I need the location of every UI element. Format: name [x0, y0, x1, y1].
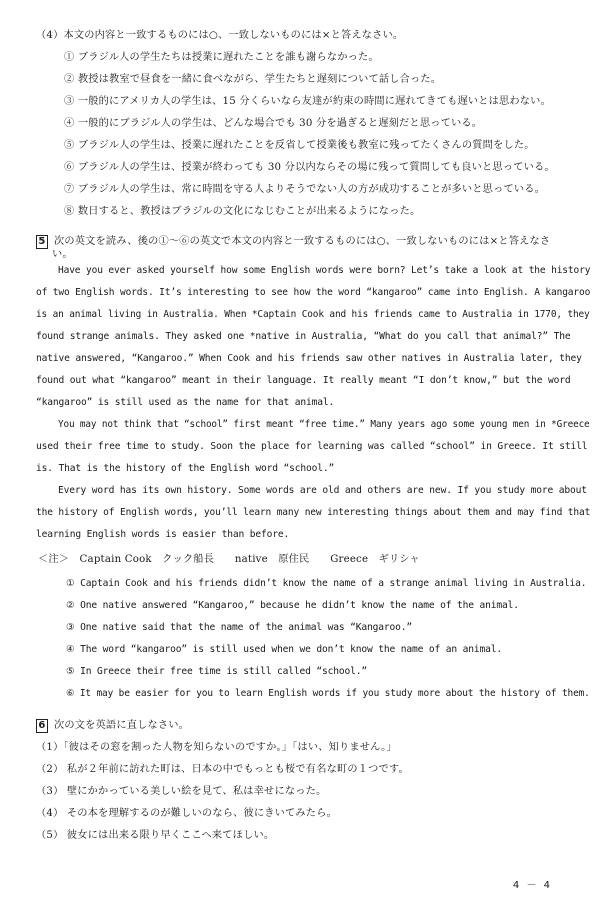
section6-title-text: 次の文を英語に直しなさい。 [54, 720, 190, 731]
q4-item-8: ⑧ 数日すると、教授はブラジルの文化になじむことが出来るようになった。 [64, 206, 421, 217]
q4-heading: （4）本文の内容と一致するものには○、一致しないものには×と答えなさい。 [36, 30, 404, 41]
translation-item-4: （4） その本を理解するのが難しいのなら、彼にきいてみたら。 [36, 808, 337, 819]
passage-line-3: is an animal living in Australia. When *Captain Cook and his friends came to Australia in 1770, they [36, 309, 590, 320]
passage-line-1: Have you ever asked yourself how some English words were born? Let’s take a look at the history [58, 265, 591, 276]
notes: ＜注＞ Captain Cook クック船長 native 原住民 Greece ギリシャ [38, 554, 420, 565]
q4-item-1: ① ブラジル人の学生たちは授業に遅れたことを誰も謝らなかった。 [64, 52, 379, 63]
passage-line-2: of two English words. It’s interesting to see how the word “kangaroo” came into English. A kangaroo [36, 287, 591, 298]
passage-line-11: Every word has its own history. Some words are old and others are new. If you study more about [58, 485, 587, 496]
passage-line-13: learning English words is easier than before. [36, 529, 290, 540]
section6-number: 6 [36, 719, 48, 733]
passage-line-10: is. That is the history of the English word “school.” [36, 463, 335, 474]
choice-4: ④ The word “kangaroo” is still used when we don’t know the name of an animal. [66, 644, 503, 655]
choice-3: ③ One native said that the name of the animal was “Kangaroo.” [66, 622, 413, 633]
section5-title [36, 232, 550, 249]
choice-5: ⑤ In Greece their free time is still called “school.” [66, 666, 367, 677]
q4-item-2: ② 教授は教室で昼食を一緒に食べながら、学生たちと遅刻について話し合った。 [64, 74, 442, 85]
translation-item-3: （3） 壁にかかっている美しい絵を見て、私は幸せになった。 [36, 786, 327, 797]
choice-6: ⑥ It may be easier for you to learn English words if you study more about the history of them. [66, 688, 590, 699]
passage-line-6: found out what “kangaroo” meant in their language. It really meant “I don’t know,” but the word [36, 375, 571, 386]
q4-item-4: ④ 一般的にブラジル人の学生は、どんな場合でも 30 分を過ぎると遅刻だと思っている。 [64, 118, 483, 129]
translation-item-5: （5） 彼女には出来る限り早くここへ来てほしい。 [36, 830, 275, 841]
passage-line-12: the history of English words, you’ll learn many new interesting things about them and may find that [36, 507, 591, 518]
section5-number: 5 [36, 235, 48, 249]
choice-2: ② One native answered “Kangaroo,” because he didn’t know the name of the animal. [66, 600, 519, 611]
passage-line-5: native answered, “Kangaroo.” When Cook and his friends saw other natives in Australia later, they [36, 353, 582, 364]
q4-item-3: ③ 一般的にアメリカ人の学生は、15 分くらいなら友達が約束の時間に遅れてきても遅いとは思わない。 [64, 96, 551, 107]
choice-1: ① Captain Cook and his friends didn’t know the name of a strange animal living in Australia. [66, 578, 587, 589]
section5-title-line2: い。 [52, 249, 73, 260]
page-number: 4 － 4 [512, 880, 552, 891]
translation-item-2: （2） 私が２年前に訪れた町は、日本の中でもっとも桜で有名な町の１つです。 [36, 764, 409, 775]
passage-line-8: You may not think that “school” first meant “free time.” Many years ago some young men in *Greece [58, 419, 590, 430]
q4-item-7: ⑦ ブラジル人の学生は、常に時間を守る人よりそうでない人の方が成功することが多いと思っている。 [64, 184, 546, 195]
q4-item-5: ⑤ ブラジル人の学生は、授業に遅れたことを反省して授業後も教室に残ってたくさんの質問をした。 [64, 140, 535, 151]
translation-item-1: （1）「彼はその窓を割った人物を知らないのですか。」「はい、知りません。」 [36, 742, 397, 753]
section5-title-line1: 次の英文を読み、後の①～⑥の英文で本文の内容と一致するものには○、一致しないものには×と答えなさ [54, 236, 551, 247]
passage-line-9: used their free time to study. Soon the place for learning was called “school” in Greece. It still [36, 441, 588, 452]
q4-item-6: ⑥ ブラジル人の学生は、授業が終わっても 30 分以内ならその場に残って質問しても良いと思っている。 [64, 162, 555, 173]
section6-title [36, 716, 189, 733]
passage-line-7: “kangaroo” is still used as the name for that animal. [36, 397, 335, 408]
passage-line-4: found strange animals. They asked one *native in Australia, “What do you call that animal?” The [36, 331, 571, 342]
